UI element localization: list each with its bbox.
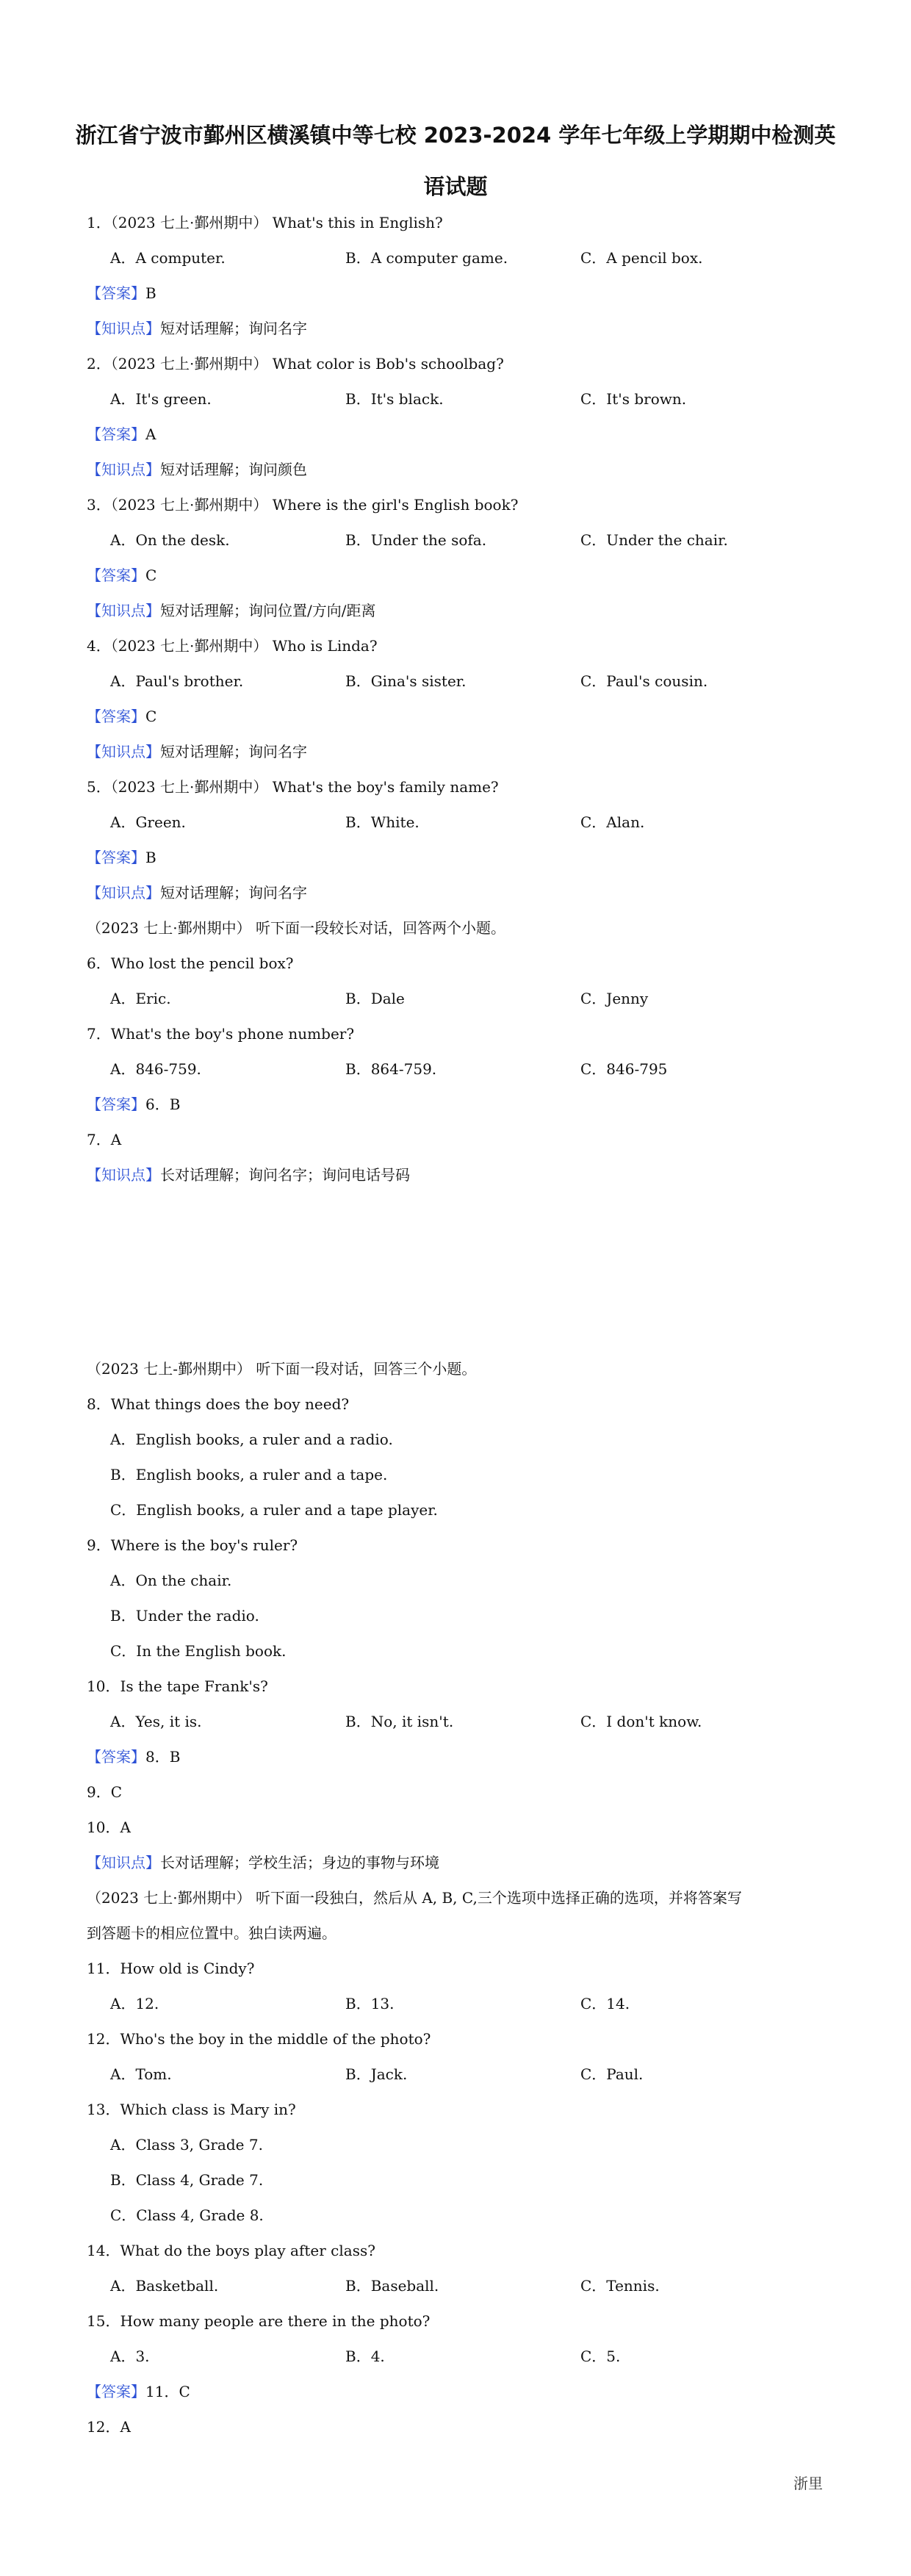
question-stem: 10．Is the tape Frank's? [87,1677,268,1695]
option-c: C．14. [580,1995,630,2012]
question-stem: 1．（2023 七上·鄞州期中） What's this in English? [87,214,443,231]
option-c: C．846-795 [580,1060,668,1078]
knowledge-value: 长对话理解；询问名字；询问电话号码 [160,1166,410,1184]
answer-tag: 【答案】 [87,708,145,725]
option-b: B．Jack. [345,2065,408,2083]
option-a: A．846-759. [110,1060,201,1078]
question-stem: 4．（2023 七上·鄞州期中） Who is Linda? [87,637,378,655]
knowledge-tag: 【知识点】 [87,461,160,478]
answer-value: A [145,425,156,443]
answer-line [87,286,156,301]
option-c: C．English books, a ruler and a tape player. [110,1501,438,1519]
question-stem: 13．Which class is Mary in? [87,2101,296,2118]
question-stem: 7．What's the boy's phone number? [87,1025,355,1043]
answer-line [87,1097,180,1112]
option-a: A．A computer. [110,249,226,267]
answer-tag: 【答案】 [87,849,145,866]
answer-tag: 【答案】 [87,566,145,584]
option-a: A．Green. [110,813,186,831]
option-a: A．Yes, it is. [110,1713,202,1730]
option-b: B．Under the radio. [110,1607,259,1625]
answer-line-cont: 7．A [87,1131,122,1148]
option-c: C．5. [580,2347,621,2365]
answer-tag: 【答案】 [87,1748,145,1766]
option-b: B．A computer game. [345,249,508,267]
option-b: B．Under the sofa. [345,531,487,549]
option-c: C．It's brown. [580,390,687,408]
answer-line [87,709,156,724]
option-c: C．Paul's cousin. [580,672,708,690]
answer-value: B [145,849,156,866]
option-a: A．Tom. [110,2065,172,2083]
option-c: C．Tennis. [580,2277,660,2295]
option-b: B．It's black. [345,390,444,408]
question-stem: 2．（2023 七上·鄞州期中） What color is Bob's schoolbag? [87,355,504,373]
option-c: C．A pencil box. [580,249,703,267]
answer-value: 11．C [145,2383,190,2400]
knowledge-line [87,744,307,759]
option-b: B．White. [345,813,420,831]
answer-line-cont: 9．C [87,1783,123,1801]
question-stem: 12．Who's the boy in the middle of the photo? [87,2030,431,2048]
option-c: C．Jenny [580,990,649,1007]
question-stem: 3．（2023 七上·鄞州期中） Where is the girl's English book? [87,496,519,514]
question-stem: 15．How many people are there in the photo? [87,2312,431,2330]
option-a: A．Paul's brother. [110,672,244,690]
option-a: A．Class 3, Grade 7. [110,2136,263,2154]
option-a: A．3. [110,2347,150,2365]
option-c: C．In the English book. [110,1642,287,1660]
section-intro: （2023 七上-鄞州期中） 听下面一段对话，回答三个小题。 [87,1360,477,1378]
answer-line-cont: 12．A [87,2418,131,2436]
option-a: A．It's green. [110,390,212,408]
knowledge-value: 短对话理解；询问位置/方向/距离 [160,602,376,619]
answer-line-cont: 10．A [87,1818,131,1836]
knowledge-line [87,1855,439,1870]
knowledge-tag: 【知识点】 [87,602,160,619]
answer-line [87,427,156,442]
option-b: B．4. [345,2347,385,2365]
option-a: A．English books, a ruler and a radio. [110,1431,393,1448]
answer-value: 6．B [145,1095,181,1113]
section-intro: （2023 七上·鄞州期中） 听下面一段较长对话，回答两个小题。 [87,919,505,937]
knowledge-value: 短对话理解；询问名字 [160,884,307,902]
question-stem: 11．How old is Cindy? [87,1960,255,1977]
answer-tag: 【答案】 [87,2383,145,2400]
knowledge-line [87,321,307,336]
answer-line [87,568,156,583]
knowledge-tag: 【知识点】 [87,743,160,760]
option-a: A．Basketball. [110,2277,219,2295]
page-title-line2: 语试题 [423,174,488,199]
knowledge-value: 短对话理解；询问颜色 [160,461,307,478]
page-title: 浙江省宁波市鄞州区横溪镇中等七校 2023-2024 学年七年级上学期期中检测英 [75,123,836,148]
knowledge-value: 长对话理解；学校生活；身边的事物与环境 [160,1854,439,1871]
question-stem: 14．What do the boys play after class? [87,2242,375,2259]
answer-tag: 【答案】 [87,425,145,443]
option-b: B．Dale [345,990,405,1007]
option-a: A．12. [110,1995,159,2012]
knowledge-tag: 【知识点】 [87,320,160,337]
knowledge-line [87,885,307,900]
knowledge-tag: 【知识点】 [87,1166,160,1184]
answer-tag: 【答案】 [87,1095,145,1113]
page-footer: 浙里 [793,2475,823,2492]
option-c: C．Paul. [580,2065,644,2083]
option-a: A．Eric. [110,990,171,1007]
question-stem: 5．（2023 七上·鄞州期中） What's the boy's family name? [87,778,499,796]
answer-value: B [145,284,156,302]
knowledge-line [87,462,307,477]
section-intro: （2023 七上·鄞州期中） 听下面一段独白，然后从 A, B, C,三个选项中选择正确的选项，并将答案写 [87,1889,742,1907]
section-intro-cont: 到答题卡的相应位置中。独白读两遍。 [87,1924,336,1942]
option-a: A．On the chair. [110,1572,232,1589]
knowledge-tag: 【知识点】 [87,884,160,902]
answer-line [87,1749,180,1764]
option-b: B．864-759. [345,1060,437,1078]
answer-value: C [145,708,157,725]
question-stem: 9．Where is the boy's ruler? [87,1536,298,1554]
option-a: A．On the desk. [110,531,230,549]
knowledge-tag: 【知识点】 [87,1854,160,1871]
option-b: B．Class 4, Grade 7. [110,2171,264,2189]
answer-value: C [145,566,157,584]
question-stem: 8．What things does the boy need? [87,1395,350,1413]
option-c: C．Under the chair. [580,531,728,549]
question-stem: 6．Who lost the pencil box? [87,954,294,972]
option-b: B．Gina's sister. [345,672,467,690]
option-b: B．Baseball. [345,2277,439,2295]
answer-line [87,2384,190,2399]
option-b: B．13. [345,1995,395,2012]
knowledge-line [87,1168,410,1182]
answer-line [87,850,156,865]
option-c: C．Alan. [580,813,645,831]
option-b: B．English books, a ruler and a tape. [110,1466,388,1483]
knowledge-value: 短对话理解；询问名字 [160,320,307,337]
answer-tag: 【答案】 [87,284,145,302]
knowledge-line [87,603,375,618]
knowledge-value: 短对话理解；询问名字 [160,743,307,760]
option-b: B．No, it isn't. [345,1713,454,1730]
option-c: C．Class 4, Grade 8. [110,2206,264,2224]
answer-value: 8．B [145,1748,181,1766]
option-c: C．I don't know. [580,1713,702,1730]
